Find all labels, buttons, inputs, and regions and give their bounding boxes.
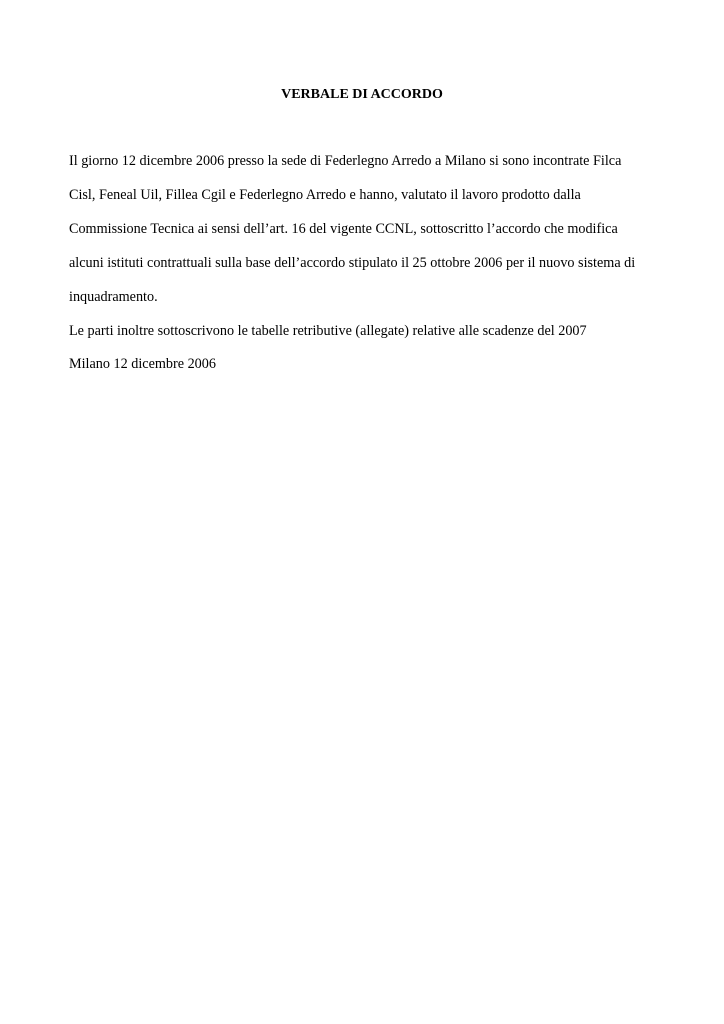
place-date: Milano 12 dicembre 2006: [69, 356, 216, 372]
document-title: VERBALE DI ACCORDO: [281, 87, 443, 102]
paragraph-line-4: alcuni istituti contrattuali sulla base dell’accordo stipulato il 25 ottobre 2006 per il nuovo sistema di: [69, 255, 636, 271]
paragraph-line-3: Commissione Tecnica ai sensi dell’art. 16 del vigente CCNL, sottoscritto l’accordo che modifica: [69, 221, 618, 237]
paragraph-line-5: inquadramento.: [69, 289, 158, 305]
paragraph-line-1: Il giorno 12 dicembre 2006 presso la sede di Federlegno Arredo a Milano si sono incontrate Filca: [69, 153, 622, 169]
paragraph-line-2: Cisl, Feneal Uil, Fillea Cgil e Federlegno Arredo e hanno, valutato il lavoro prodotto dalla: [69, 187, 581, 203]
second-paragraph: Le parti inoltre sottoscrivono le tabelle retributive (allegate) relative alle scadenze del 2007: [69, 323, 587, 339]
